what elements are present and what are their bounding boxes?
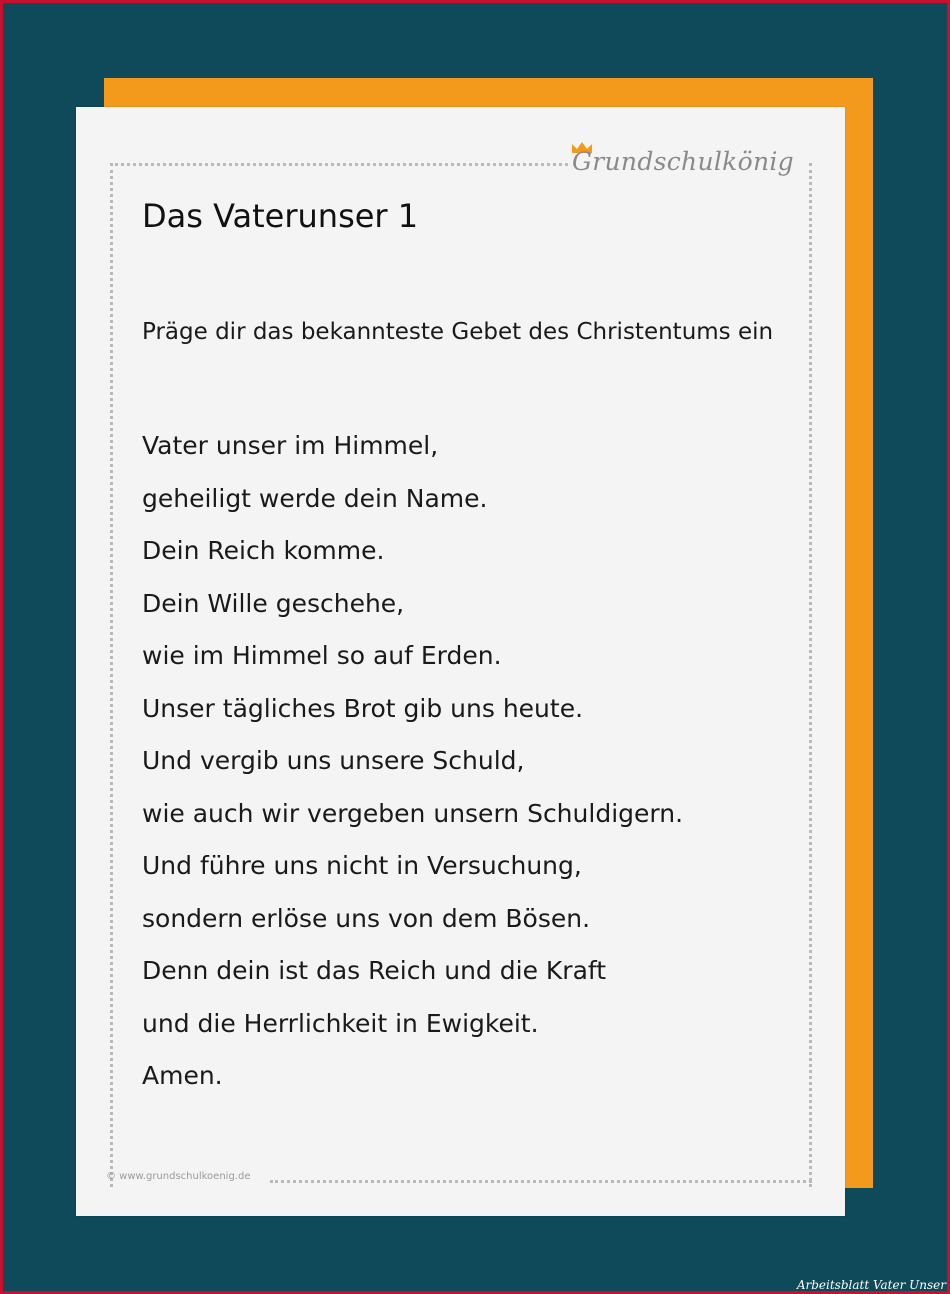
prayer-text: [142, 425, 683, 1108]
prayer-line: Und vergib uns unsere Schuld,: [142, 746, 525, 775]
worksheet-page: [76, 107, 845, 1216]
dotted-divider-top: [110, 163, 568, 166]
worksheet-title: Das Vaterunser 1: [142, 197, 419, 235]
worksheet-instruction: Präge dir das bekannteste Gebet des Christentums ein: [142, 319, 774, 345]
prayer-line: Und führe uns nicht in Versuchung,: [142, 851, 582, 880]
image-watermark: Arbeitsblatt Vater Unser: [796, 1278, 946, 1292]
prayer-line: Dein Reich komme.: [142, 536, 385, 565]
prayer-line: Vater unser im Himmel,: [142, 431, 439, 460]
copyright-notice[interactable]: © www.grundschulkoenig.de: [106, 1171, 251, 1182]
brand-logo: [570, 141, 820, 183]
prayer-line: Amen.: [142, 1061, 223, 1090]
prayer-line: geheiligt werde dein Name.: [142, 483, 488, 513]
dotted-divider-bottom: [270, 1180, 812, 1183]
prayer-line: wie im Himmel so auf Erden.: [142, 641, 502, 670]
prayer-line: Denn dein ist das Reich und die Kraft: [142, 956, 607, 985]
prayer-line: und die Herrlichkeit in Ewigkeit.: [142, 1008, 539, 1038]
prayer-line: wie auch wir vergeben unsern Schuldigern.: [142, 798, 684, 828]
prayer-line: sondern erlöse uns von dem Bösen.: [142, 903, 591, 933]
prayer-line: Unser tägliches Brot gib uns heute.: [142, 693, 584, 723]
brand-logo-text: Grundschulkönig: [572, 147, 794, 176]
prayer-line: Dein Wille geschehe,: [142, 588, 405, 618]
